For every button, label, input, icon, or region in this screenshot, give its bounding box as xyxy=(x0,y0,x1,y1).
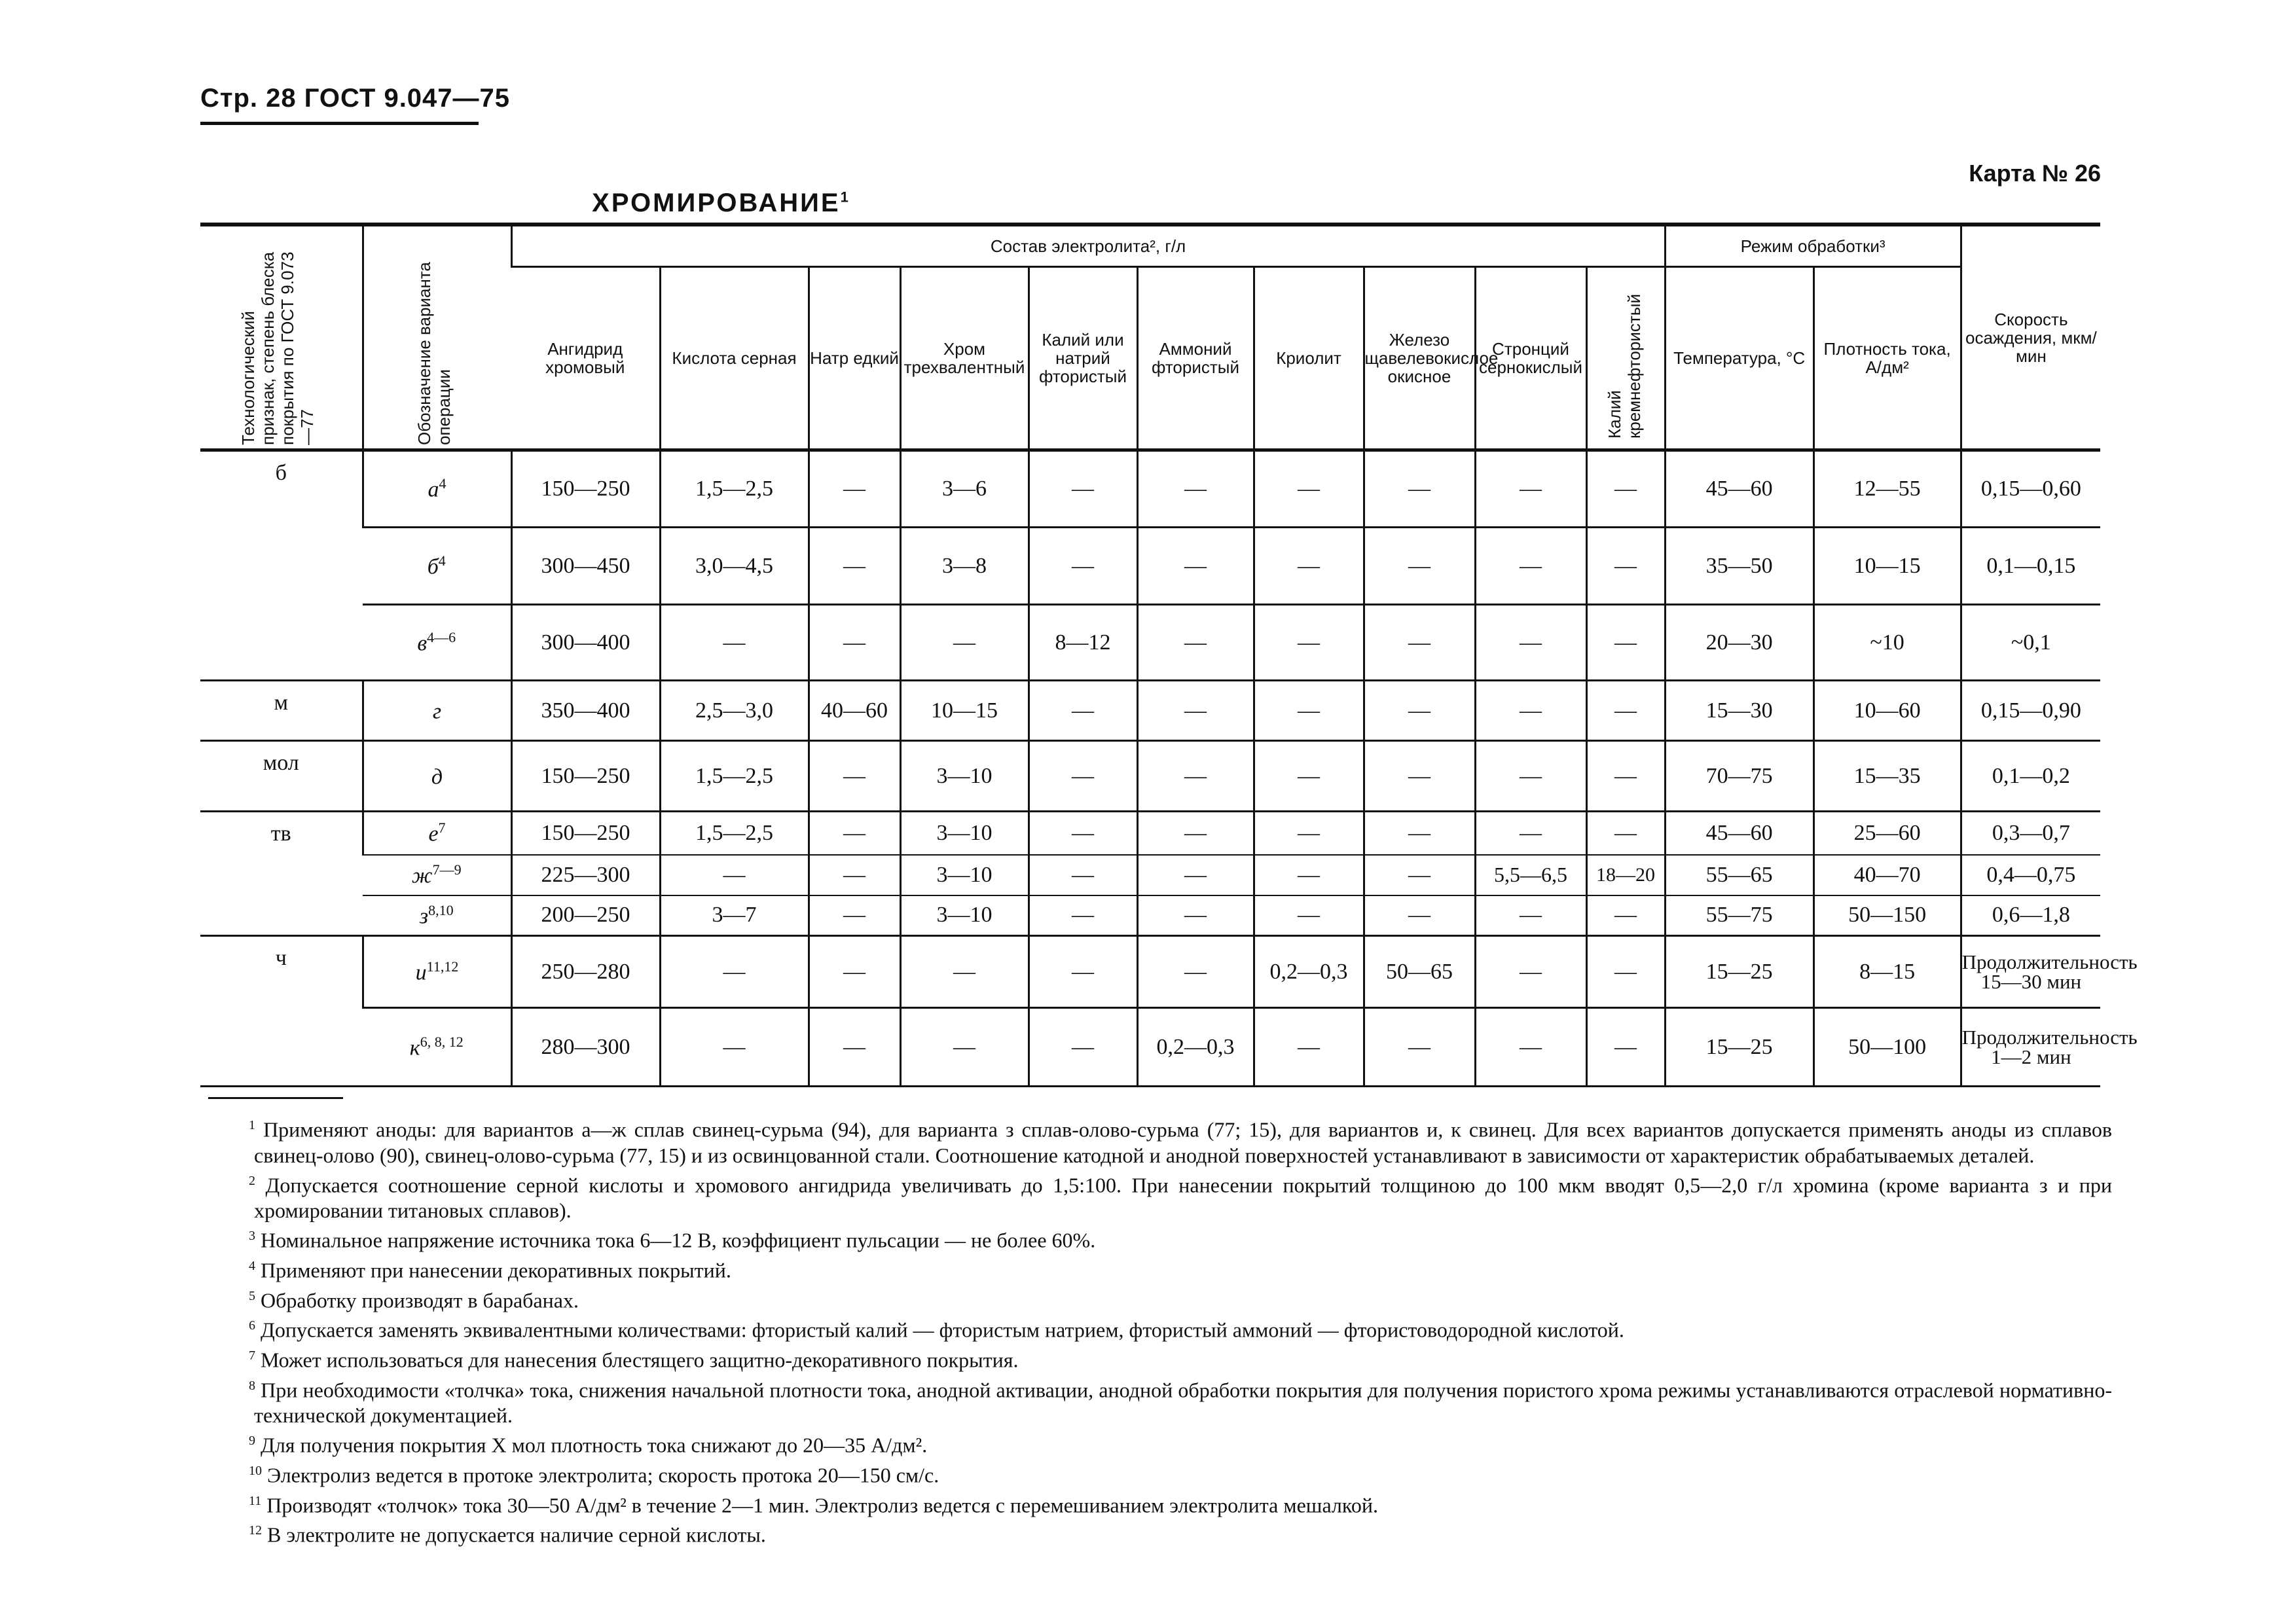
value-cell: 150—250 xyxy=(511,812,660,855)
value-cell: — xyxy=(1475,812,1586,855)
variant-cell xyxy=(363,681,511,741)
value-cell: 3—10 xyxy=(900,895,1029,936)
table-row xyxy=(200,895,2100,936)
col-anhydride: Ангидрид хромовый xyxy=(511,267,660,450)
variant-letter: к xyxy=(409,1036,420,1060)
footnote-number: 10 xyxy=(249,1463,262,1478)
variant-letter: ж xyxy=(411,863,433,888)
value-cell: — xyxy=(1364,812,1475,855)
value-cell: 50—100 xyxy=(1813,1008,1961,1087)
value-cell: — xyxy=(1364,450,1475,528)
footnote-item xyxy=(200,1313,2112,1343)
variant-letter: в xyxy=(417,631,428,656)
value-cell: — xyxy=(1586,681,1665,741)
value-cell: — xyxy=(809,895,900,936)
value-cell: — xyxy=(1364,605,1475,681)
variant-letter: а xyxy=(428,477,439,502)
value-cell: — xyxy=(1475,450,1586,528)
value-cell: — xyxy=(1586,605,1665,681)
value-cell: — xyxy=(1137,936,1254,1008)
value-cell: 3—7 xyxy=(660,895,809,936)
footnote-text: Обработку производят в барабанах. xyxy=(261,1288,579,1312)
value-cell: — xyxy=(1137,812,1254,855)
value-cell: — xyxy=(1364,528,1475,605)
col-variant xyxy=(363,225,511,450)
value-cell: 0,6—1,8 xyxy=(1961,895,2100,936)
table-row xyxy=(200,681,2100,741)
col-temperature: Температура, °С xyxy=(1665,267,1813,450)
value-cell: — xyxy=(1364,681,1475,741)
variant-footnote-marks: 7—9 xyxy=(432,861,462,878)
variant-letter: г xyxy=(432,699,442,724)
footnote-item xyxy=(200,1223,2112,1254)
footnote-item xyxy=(200,1343,2112,1373)
value-cell: — xyxy=(1586,895,1665,936)
value-cell: — xyxy=(1475,936,1586,1008)
value-cell: 3—10 xyxy=(900,741,1029,812)
value-cell: 300—400 xyxy=(511,605,660,681)
value-cell: — xyxy=(900,605,1029,681)
footnote-number: 8 xyxy=(249,1378,255,1393)
category-cell: ч xyxy=(200,936,363,1087)
footnote-text: Электролиз ведется в протоке электролита; скорость протока 20—150 см/с. xyxy=(267,1463,939,1487)
value-cell: 55—65 xyxy=(1665,855,1813,895)
value-cell: — xyxy=(1029,855,1137,895)
value-cell: 0,1—0,15 xyxy=(1961,528,2100,605)
header-rule xyxy=(200,122,479,125)
variant-footnote-marks: 6, 8, 12 xyxy=(420,1033,464,1050)
value-cell: 200—250 xyxy=(511,895,660,936)
variant-cell xyxy=(363,812,511,855)
value-cell: 0,15—0,60 xyxy=(1961,450,2100,528)
value-cell: 50—65 xyxy=(1364,936,1475,1008)
value-cell: — xyxy=(1475,681,1586,741)
value-cell: — xyxy=(1364,1008,1475,1087)
table-row xyxy=(200,741,2100,812)
value-cell: — xyxy=(1254,812,1364,855)
table-row xyxy=(200,936,2100,1008)
footnote-item xyxy=(200,1458,2112,1489)
value-cell: — xyxy=(1475,741,1586,812)
value-cell: 45—60 xyxy=(1665,812,1813,855)
value-cell: 3—6 xyxy=(900,450,1029,528)
value-cell: — xyxy=(660,936,809,1008)
footnote-text: При необходимости «толчка» тока, снижения начальной плотности тока, анодной активации, анодной обработки покрытия для получения пористого хрома режимы устанавливаются отраслевой нормативно-технической документацией. xyxy=(254,1378,2113,1428)
value-cell: — xyxy=(1586,1008,1665,1087)
value-cell: — xyxy=(1254,1008,1364,1087)
footnote-item xyxy=(200,1284,2112,1314)
chrome-plating-table xyxy=(200,223,2138,1087)
col-kriolit: Криолит xyxy=(1254,267,1364,450)
variant-letter: б xyxy=(427,554,439,579)
value-cell: 55—75 xyxy=(1665,895,1813,936)
value-cell: 8—12 xyxy=(1029,605,1137,681)
value-cell: — xyxy=(1254,741,1364,812)
col-natr: Натр едкий xyxy=(809,267,900,450)
table-row xyxy=(200,450,2100,528)
value-cell: — xyxy=(1586,741,1665,812)
footnote-text: Применяют аноды: для вариантов а—ж сплав свинец-сурьма (94), для варианта з сплав-олово-сурьма (77; 15), для вариантов и, к свинец. Для всех вариантов допускается применять аноды из сплавов свинец-олово (90), свинец-олово-сурьма (77, 15) и из освинцованной стали. Соотношение катодной и анодной поверхностей устанавливают в зависимости от характеристик обрабатываемых деталей. xyxy=(254,1117,2113,1167)
value-cell: 0,3—0,7 xyxy=(1961,812,2100,855)
footnote-text: Допускается соотношение серной кислоты и хромового ангидрида увеличивать до 1,5:100. При нанесении покрытий толщиною до 100 мкм вводят 0,5—2,0 г/л хромина (кроме варианта з и при хромировании титановых сплавов). xyxy=(254,1173,2113,1223)
value-cell: 50—150 xyxy=(1813,895,1961,936)
value-cell: 25—60 xyxy=(1813,812,1961,855)
variant-cell xyxy=(363,936,511,1008)
page-header: Стр. 28 ГОСТ 9.047—75 xyxy=(200,84,511,113)
footnote-number: 12 xyxy=(249,1523,262,1538)
footnote-item xyxy=(200,1373,2112,1429)
variant-cell xyxy=(363,528,511,605)
value-cell: — xyxy=(1029,812,1137,855)
value-cell: 70—75 xyxy=(1665,741,1813,812)
col-ammonium: Аммоний фтористый xyxy=(1137,267,1254,450)
variant-letter: д xyxy=(431,765,443,789)
category-cell: мол xyxy=(200,741,363,812)
value-cell: ~0,1 xyxy=(1961,605,2100,681)
table-row xyxy=(200,1008,2100,1087)
value-cell: — xyxy=(1137,528,1254,605)
value-cell: — xyxy=(1254,528,1364,605)
col-kalium-si xyxy=(1586,267,1665,450)
value-cell: — xyxy=(1137,450,1254,528)
footnote-number: 11 xyxy=(249,1493,262,1508)
col-kalium-si-label: Калий кремнефтористый xyxy=(1605,293,1645,439)
value-cell: — xyxy=(660,605,809,681)
value-cell: 3—10 xyxy=(900,812,1029,855)
category-cell: м xyxy=(200,681,363,741)
value-cell: — xyxy=(1137,681,1254,741)
value-cell: 15—25 xyxy=(1665,936,1813,1008)
value-cell: — xyxy=(1029,895,1137,936)
value-cell: 0,15—0,90 xyxy=(1961,681,2100,741)
value-cell: — xyxy=(1029,936,1137,1008)
footnote-item xyxy=(200,1489,2112,1519)
value-cell: — xyxy=(1029,450,1137,528)
value-cell: — xyxy=(1137,895,1254,936)
value-cell: — xyxy=(1137,855,1254,895)
value-cell: 250—280 xyxy=(511,936,660,1008)
value-cell: 150—250 xyxy=(511,450,660,528)
col-feature-label: Технологический признак, степень блеска покрытия по ГОСТ 9.073—77 xyxy=(238,251,318,445)
footnote-number: 4 xyxy=(249,1258,255,1273)
value-cell: 0,2—0,3 xyxy=(1254,936,1364,1008)
value-cell: 35—50 xyxy=(1665,528,1813,605)
variant-cell xyxy=(363,1008,511,1087)
category-cell: б xyxy=(200,450,363,681)
variant-footnote-marks: 8,10 xyxy=(428,901,454,918)
col-strontium: Стронций сернокислый xyxy=(1475,267,1586,450)
footnote-text: Номинальное напряжение источника тока 6—12 В, коэффициент пульсации — не более 60%. xyxy=(261,1228,1096,1252)
footnotes xyxy=(200,1113,2112,1548)
value-cell: 150—250 xyxy=(511,741,660,812)
footnote-text: Производят «толчок» тока 30—50 А/дм² в течение 2—1 мин. Электролиз ведется с перемешиванием электролита мешалкой. xyxy=(266,1493,1378,1517)
value-cell: — xyxy=(1254,605,1364,681)
variant-letter: и xyxy=(415,960,427,985)
footnote-number: 9 xyxy=(249,1434,255,1449)
footnote-number: 1 xyxy=(249,1118,255,1132)
value-cell: 0,2—0,3 xyxy=(1137,1008,1254,1087)
value-cell: — xyxy=(1586,450,1665,528)
value-cell: — xyxy=(1254,895,1364,936)
value-cell: — xyxy=(1029,681,1137,741)
variant-cell xyxy=(363,741,511,812)
value-cell: — xyxy=(809,855,900,895)
value-cell: — xyxy=(809,605,900,681)
table-row xyxy=(200,605,2100,681)
variant-cell xyxy=(363,895,511,936)
value-cell: — xyxy=(809,812,900,855)
value-cell: — xyxy=(809,1008,900,1087)
value-cell: — xyxy=(1364,741,1475,812)
col-variant-label: Обозначение варианта операции xyxy=(414,262,454,445)
variant-cell xyxy=(363,450,511,528)
variant-footnote-marks: 4—6 xyxy=(427,628,456,645)
value-cell: 1,5—2,5 xyxy=(660,741,809,812)
title-text: ХРОМИРОВАНИЕ xyxy=(592,189,841,217)
footnote-number: 6 xyxy=(249,1318,255,1333)
footnote-item xyxy=(200,1518,2112,1548)
value-cell: 0,1—0,2 xyxy=(1961,741,2100,812)
value-cell: — xyxy=(1475,1008,1586,1087)
footnote-item xyxy=(200,1168,2112,1224)
value-cell: — xyxy=(1475,528,1586,605)
value-cell: — xyxy=(1029,528,1137,605)
footnote-number: 5 xyxy=(249,1288,255,1303)
value-cell: — xyxy=(809,936,900,1008)
variant-footnote-marks: 7 xyxy=(438,820,446,837)
value-cell: 15—25 xyxy=(1665,1008,1813,1087)
value-cell: 2,5—3,0 xyxy=(660,681,809,741)
variant-cell xyxy=(363,855,511,895)
card-number: Карта № 26 xyxy=(1969,160,2101,187)
value-cell: — xyxy=(1137,741,1254,812)
value-cell: — xyxy=(809,528,900,605)
value-cell: 0,4—0,75 xyxy=(1961,855,2100,895)
col-density: Плотность тока, А/дм² xyxy=(1813,267,1961,450)
value-cell: 1,5—2,5 xyxy=(660,450,809,528)
value-cell: 45—60 xyxy=(1665,450,1813,528)
variant-footnote-marks: 4 xyxy=(439,475,446,492)
col-kalium: Калий или натрий фтористый xyxy=(1029,267,1137,450)
value-cell: 15—35 xyxy=(1813,741,1961,812)
value-cell: — xyxy=(1137,605,1254,681)
value-cell: — xyxy=(900,1008,1029,1087)
value-cell: 40—60 xyxy=(809,681,900,741)
value-cell: Продолжительность 1—2 мин xyxy=(1961,1008,2100,1087)
value-cell: 12—55 xyxy=(1813,450,1961,528)
value-cell: 20—30 xyxy=(1665,605,1813,681)
value-cell: 15—30 xyxy=(1665,681,1813,741)
value-cell: — xyxy=(809,450,900,528)
value-cell: ~10 xyxy=(1813,605,1961,681)
col-iron: Железо щавелевокислое окисное xyxy=(1364,267,1475,450)
footnote-item xyxy=(200,1113,2112,1168)
table-row xyxy=(200,812,2100,855)
value-cell: — xyxy=(809,741,900,812)
footnote-text: Применяют при нанесении декоративных покрытий. xyxy=(261,1258,731,1282)
value-cell: — xyxy=(660,1008,809,1087)
value-cell: 3—8 xyxy=(900,528,1029,605)
value-cell: — xyxy=(1586,812,1665,855)
value-cell: — xyxy=(1586,528,1665,605)
col-chrom3: Хром трехвалентный xyxy=(900,267,1029,450)
footnote-item xyxy=(200,1428,2112,1458)
value-cell: 10—15 xyxy=(1813,528,1961,605)
value-cell: 5,5—6,5 xyxy=(1475,855,1586,895)
footnote-item xyxy=(200,1254,2112,1284)
col-speed: Скорость осаждения, мкм/мин xyxy=(1961,225,2100,450)
value-cell: 40—70 xyxy=(1813,855,1961,895)
value-cell: 10—15 xyxy=(900,681,1029,741)
value-cell: 8—15 xyxy=(1813,936,1961,1008)
value-cell: 280—300 xyxy=(511,1008,660,1087)
value-cell: 1,5—2,5 xyxy=(660,812,809,855)
footnote-text: Для получения покрытия Х мол плотность тока снижают до 20—35 А/дм². xyxy=(261,1433,928,1457)
variant-letter: е xyxy=(428,821,439,846)
category-cell: тв xyxy=(200,812,363,936)
value-cell: — xyxy=(1364,855,1475,895)
value-cell: — xyxy=(1254,681,1364,741)
variant-cell xyxy=(363,605,511,681)
value-cell: — xyxy=(1475,605,1586,681)
value-cell: 10—60 xyxy=(1813,681,1961,741)
footnote-number: 3 xyxy=(249,1229,255,1244)
value-cell: — xyxy=(1586,936,1665,1008)
variant-footnote-marks: 11,12 xyxy=(426,958,459,975)
document-title xyxy=(0,189,1440,218)
value-cell: — xyxy=(900,936,1029,1008)
value-cell: 3—10 xyxy=(900,855,1029,895)
footnote-rule xyxy=(208,1097,343,1099)
footnote-text: Допускается заменять эквивалентными количествами: фтористый калий — фтористым натрием, фтористый аммоний — фтористоводородной кислотой. xyxy=(261,1318,1624,1342)
value-cell: 3,0—4,5 xyxy=(660,528,809,605)
value-cell: — xyxy=(1475,895,1586,936)
table-row xyxy=(200,528,2100,605)
value-cell: — xyxy=(1254,450,1364,528)
value-cell: — xyxy=(1254,855,1364,895)
value-cell: 300—450 xyxy=(511,528,660,605)
table-body xyxy=(200,450,2138,1087)
group-electrolyte: Состав электролита², г/л xyxy=(511,225,1665,267)
value-cell: 225—300 xyxy=(511,855,660,895)
value-cell: — xyxy=(1364,895,1475,936)
value-cell: — xyxy=(1029,741,1137,812)
footnote-number: 2 xyxy=(249,1173,255,1188)
value-cell: 350—400 xyxy=(511,681,660,741)
variant-footnote-marks: 4 xyxy=(438,552,446,569)
footnote-number: 7 xyxy=(249,1348,255,1363)
value-cell: — xyxy=(1029,1008,1137,1087)
variant-letter: з xyxy=(419,903,429,928)
footnote-text: В электролите не допускается наличие серной кислоты. xyxy=(267,1523,766,1547)
table-row xyxy=(200,855,2100,895)
value-cell: — xyxy=(660,855,809,895)
group-mode: Режим обработки³ xyxy=(1665,225,1961,267)
col-feature xyxy=(200,225,363,450)
title-footnote-mark: 1 xyxy=(840,189,848,206)
col-acid: Кислота серная xyxy=(660,267,809,450)
value-cell: 18—20 xyxy=(1586,855,1665,895)
value-cell: Продолжительность 15—30 мин xyxy=(1961,936,2100,1008)
footnote-text: Может использоваться для нанесения блестящего защитно-декоративного покрытия. xyxy=(261,1348,1019,1372)
